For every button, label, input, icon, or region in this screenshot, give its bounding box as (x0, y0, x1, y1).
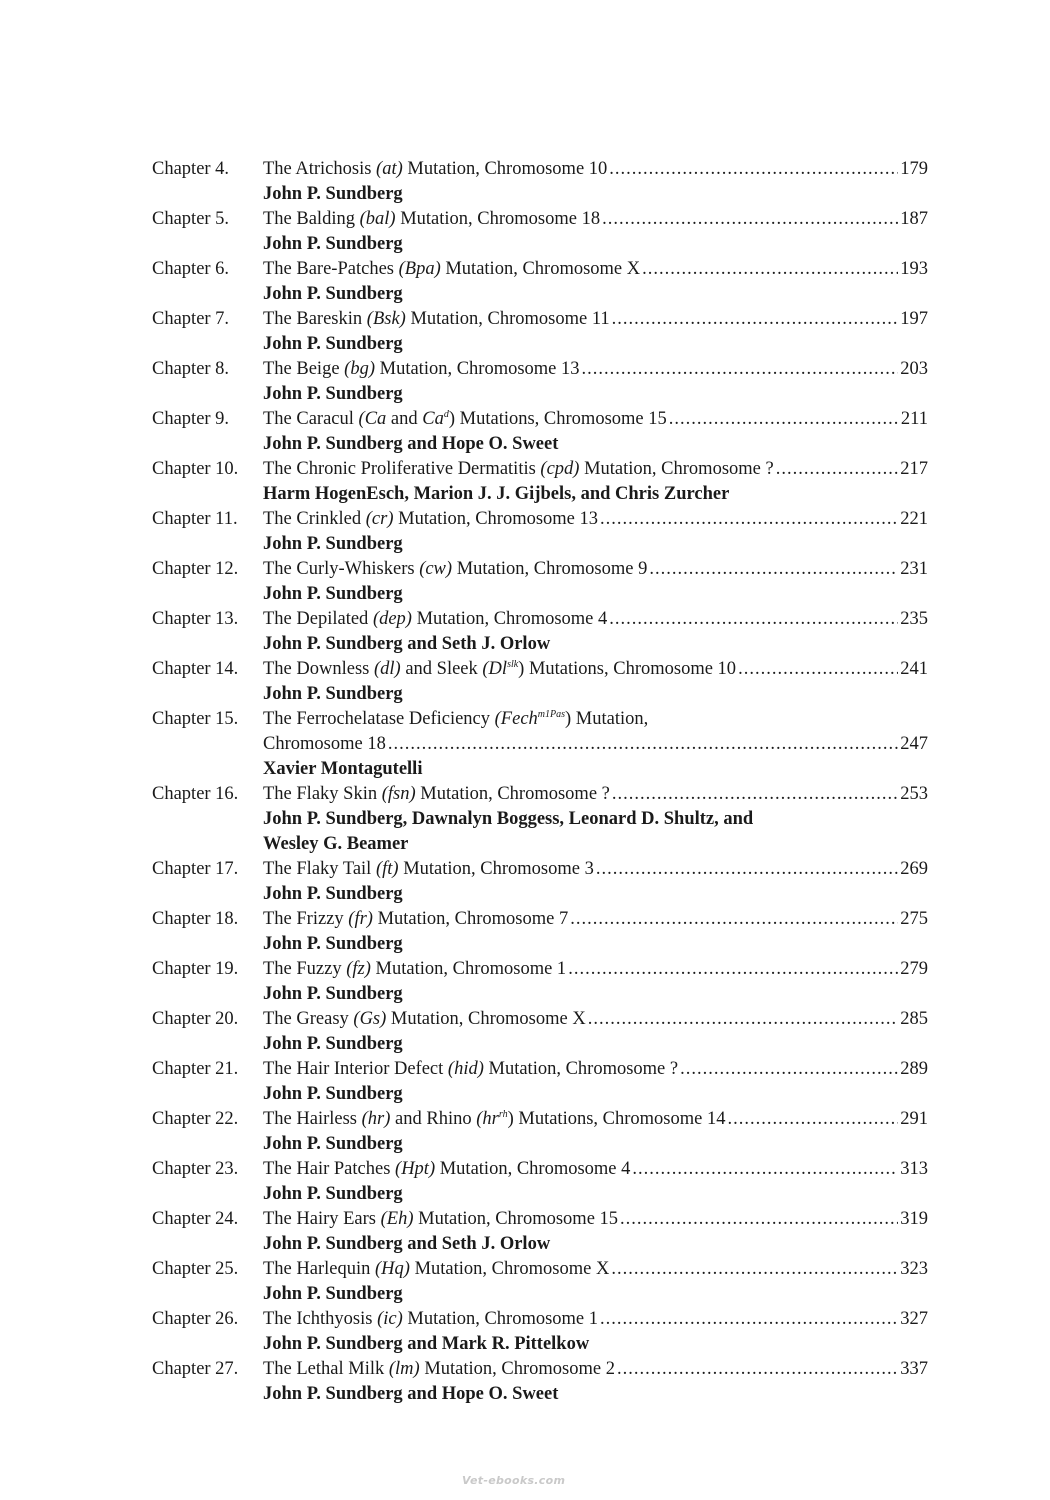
page-number: 247 (900, 734, 928, 754)
gene-symbol: (Hpt) (395, 1159, 436, 1179)
watermark: Vet-ebooks.com (462, 1474, 566, 1487)
page-number: 323 (900, 1259, 928, 1279)
chapter-title (263, 957, 566, 982)
title-middle: Mutation, Chromosome ? (415, 784, 610, 804)
title-prefix: The Chronic Proliferative Dermatitis (263, 459, 541, 479)
dot-leader (620, 1207, 898, 1232)
title-middle: Mutation, Chromosome 13 (393, 509, 599, 529)
toc-entry-line (152, 707, 928, 732)
title-suffix: ) Mutations, Chromosome 15 (448, 409, 667, 429)
title-prefix: The Hairy Ears (263, 1209, 381, 1229)
toc-entry[interactable] (152, 207, 928, 257)
title-middle: Mutation, Chromosome 2 (419, 1359, 615, 1379)
page-number: 279 (900, 959, 928, 979)
title-middle: Mutation, Chromosome 11 (405, 309, 610, 329)
chapter-number: Chapter 24. (152, 1209, 239, 1229)
chapter-authors: John P. Sundberg and Seth J. Orlow (263, 634, 551, 654)
gene-symbol: (cr) (365, 509, 394, 529)
chapter-number: Chapter 18. (152, 909, 239, 929)
title-prefix: The Frizzy (263, 909, 349, 929)
chapter-authors: John P. Sundberg (263, 684, 403, 704)
dot-leader (617, 1357, 898, 1382)
chapter-number: Chapter 4. (152, 159, 230, 179)
title-middle: Mutation, Chromosome 18 (395, 209, 601, 229)
toc-entry-line (152, 157, 928, 182)
allele-superscript: d (443, 409, 449, 420)
page-number: 211 (900, 409, 928, 429)
gene-symbol: (cw) (419, 559, 453, 579)
toc-entry[interactable] (152, 307, 928, 357)
chapter-authors: John P. Sundberg and Hope O. Sweet (263, 1384, 559, 1404)
title-middle: Mutation, Chromosome ? (579, 459, 774, 479)
chapter-title (263, 907, 568, 932)
page-number: 313 (900, 1159, 928, 1179)
gene-symbol: (hid) (447, 1059, 484, 1079)
gene-symbol: (at) (376, 159, 403, 179)
gene-symbol: (dl) (373, 659, 401, 679)
chapter-number: Chapter 13. (152, 609, 239, 629)
allele-superscript: m1Pas (537, 709, 566, 720)
dot-leader (570, 907, 898, 932)
toc-entry-line (152, 957, 928, 982)
title-middle: Mutation, Chromosome 13 (375, 359, 580, 379)
toc-entry[interactable] (152, 907, 928, 957)
dot-leader (600, 1307, 898, 1332)
page-number: 285 (900, 1009, 928, 1029)
title-middle: Mutation, Chromosome 10 (402, 159, 608, 179)
toc-entry[interactable] (152, 157, 928, 207)
gene-symbol: (Dl (482, 659, 508, 679)
page-number: 231 (900, 559, 928, 579)
toc-entry-line (152, 407, 928, 432)
title-prefix: The Ferrochelatase Deficiency (263, 709, 495, 729)
chapter-number: Chapter 25. (152, 1259, 239, 1279)
dot-leader (602, 207, 898, 232)
gene-symbol: (Ca (358, 409, 387, 429)
chapter-authors: John P. Sundberg (263, 1134, 403, 1154)
page-number: 221 (900, 509, 928, 529)
chapter-number: Chapter 17. (152, 859, 239, 879)
chapter-title (263, 457, 774, 482)
page-number: 327 (900, 1309, 928, 1329)
chapter-authors: John P. Sundberg (263, 234, 403, 254)
page-number: 187 (900, 209, 928, 229)
chapter-title (263, 1007, 586, 1032)
title-prefix: The Atrichosis (263, 159, 377, 179)
title-prefix: The Curly-Whiskers (263, 559, 420, 579)
chapter-authors: Harm HogenEsch, Marion J. J. Gijbels, and Chris Zurcher (263, 484, 730, 504)
chapter-title (263, 707, 648, 732)
gene-symbol: (Gs) (353, 1009, 387, 1029)
page-number: 253 (900, 784, 928, 804)
toc-entry-line (152, 1107, 928, 1132)
toc-entry[interactable] (152, 1107, 928, 1157)
dot-leader (568, 957, 898, 982)
toc-entry-line (152, 557, 928, 582)
toc-entry[interactable] (152, 1057, 928, 1107)
toc-entry-line (152, 857, 928, 882)
chapter-number: Chapter 12. (152, 559, 239, 579)
title-suffix: ) Mutations, Chromosome 10 (518, 659, 737, 679)
title-middle: Mutation, Chromosome 15 (413, 1209, 619, 1229)
dot-leader (680, 1057, 898, 1082)
title-prefix: The Ichthyosis (263, 1309, 378, 1329)
gene-symbol: (fr) (348, 909, 373, 929)
gene-symbol: (Hq) (375, 1259, 410, 1279)
chapter-title (263, 557, 647, 582)
title-prefix: The Depilated (263, 609, 373, 629)
gene-symbol: (Fech (494, 709, 538, 729)
title-prefix: The Fuzzy (263, 959, 347, 979)
chapter-authors: Xavier Montagutelli (263, 759, 423, 779)
gene-symbol: (fz) (346, 959, 371, 979)
chapter-authors: John P. Sundberg (263, 984, 403, 1004)
page-number: 235 (900, 609, 928, 629)
chapter-title-continued: Chromosome 18 (263, 734, 386, 754)
chapter-title (263, 1357, 615, 1382)
title-prefix: The Crinkled (263, 509, 366, 529)
page-number: 275 (900, 909, 928, 929)
gene-symbol: (fsn) (381, 784, 416, 804)
chapter-number: Chapter 10. (152, 459, 239, 479)
toc-entry[interactable] (152, 782, 928, 857)
title-middle: Mutation, Chromosome X (386, 1009, 586, 1029)
dot-leader (738, 657, 898, 682)
toc-entry[interactable] (152, 1257, 928, 1307)
dot-leader (669, 407, 899, 432)
toc-entry[interactable] (152, 1207, 928, 1257)
chapter-title (263, 1057, 678, 1082)
chapter-title (263, 657, 736, 682)
gene-symbol: (bg) (344, 359, 375, 379)
chapter-title (263, 857, 594, 882)
title-prefix: The Flaky Tail (263, 859, 376, 879)
gene-symbol: Ca (422, 409, 444, 429)
title-suffix: ) Mutations, Chromosome 14 (507, 1109, 726, 1129)
chapter-number: Chapter 9. (152, 409, 230, 429)
page-number: 179 (900, 159, 928, 179)
title-prefix: The Downless (263, 659, 374, 679)
chapter-authors: John P. Sundberg (263, 934, 403, 954)
chapter-authors: John P. Sundberg (263, 1084, 403, 1104)
page-number: 291 (900, 1109, 928, 1129)
chapter-number: Chapter 6. (152, 259, 230, 279)
chapter-number: Chapter 15. (152, 709, 239, 729)
toc-entry[interactable] (152, 357, 928, 407)
dot-leader (727, 1107, 898, 1132)
toc-entry-line (152, 1057, 928, 1082)
toc-entry[interactable] (152, 1007, 928, 1057)
toc-entry[interactable] (152, 657, 928, 707)
title-middle: Mutation, Chromosome ? (483, 1059, 679, 1079)
toc-entry-line (152, 907, 928, 932)
dot-leader (776, 457, 899, 482)
gene-symbol: (cpd) (540, 459, 580, 479)
title-prefix: The Beige (263, 359, 345, 379)
chapter-title (263, 1107, 725, 1132)
title-middle: Mutation, Chromosome 9 (452, 559, 648, 579)
chapter-authors: John P. Sundberg and Mark R. Pittelkow (263, 1334, 590, 1354)
chapter-number: Chapter 5. (152, 209, 230, 229)
page-number: 197 (900, 309, 928, 329)
dot-leader (588, 1007, 899, 1032)
chapter-title (263, 1307, 598, 1332)
chapter-number: Chapter 19. (152, 959, 239, 979)
title-middle: Mutation, Chromosome 1 (402, 1309, 599, 1329)
toc-entry[interactable] (152, 857, 928, 907)
title-prefix: The Hair Patches (263, 1159, 396, 1179)
chapter-authors: John P. Sundberg (263, 1184, 403, 1204)
chapter-title (263, 782, 610, 807)
title-middle: Mutation, Chromosome 4 (435, 1159, 631, 1179)
dot-leader (632, 1157, 898, 1182)
page-number: 289 (900, 1059, 928, 1079)
gene-symbol: (lm) (388, 1359, 420, 1379)
toc-entry-line (152, 1357, 928, 1382)
title-middle: and (386, 409, 423, 429)
gene-symbol: (Eh) (380, 1209, 414, 1229)
chapter-authors: John P. Sundberg (263, 884, 403, 904)
toc-entry-line (152, 782, 928, 807)
toc-entry-line (152, 1157, 928, 1182)
chapter-title (263, 257, 640, 282)
toc-entry-continuation (152, 732, 928, 757)
gene-symbol: (bal) (359, 209, 396, 229)
toc-entry[interactable] (152, 1307, 928, 1357)
chapter-title (263, 307, 610, 332)
toc-entry-line (152, 1007, 928, 1032)
chapter-authors: John P. Sundberg and Seth J. Orlow (263, 1234, 551, 1254)
toc-entry[interactable] (152, 1157, 928, 1207)
toc-entry-line (152, 307, 928, 332)
toc-entry-line (152, 457, 928, 482)
toc-entry[interactable] (152, 457, 928, 507)
toc-entry-line (152, 1257, 928, 1282)
toc-entry[interactable] (152, 407, 928, 457)
table-of-contents (152, 157, 928, 1407)
title-prefix: The Hairless (263, 1109, 362, 1129)
title-prefix: The Bare-Patches (263, 259, 399, 279)
chapter-number: Chapter 7. (152, 309, 230, 329)
gene-symbol: (ic) (377, 1309, 403, 1329)
toc-entry-line (152, 507, 928, 532)
toc-entry[interactable] (152, 557, 928, 607)
toc-entry-line (152, 1207, 928, 1232)
title-middle: and Sleek (400, 659, 483, 679)
chapter-title (263, 407, 667, 432)
dot-leader (611, 1257, 898, 1282)
title-prefix: The Bareskin (263, 309, 367, 329)
title-prefix: The Flaky Skin (263, 784, 382, 804)
chapter-number: Chapter 20. (152, 1009, 239, 1029)
chapter-title (263, 607, 607, 632)
toc-entry[interactable] (152, 707, 928, 782)
chapter-number: Chapter 8. (152, 359, 230, 379)
title-middle: Mutation, Chromosome 1 (370, 959, 567, 979)
dot-leader (642, 257, 898, 282)
chapter-number: Chapter 21. (152, 1059, 239, 1079)
gene-symbol: (hr) (361, 1109, 391, 1129)
dot-leader (612, 307, 899, 332)
chapter-title (263, 207, 600, 232)
page-number: 269 (900, 859, 928, 879)
dot-leader (600, 507, 898, 532)
chapter-authors: John P. Sundberg (263, 584, 403, 604)
dot-leader (612, 782, 898, 807)
page-number: 203 (900, 359, 928, 379)
chapter-number: Chapter 26. (152, 1309, 239, 1329)
page-number: 319 (900, 1209, 928, 1229)
toc-entry-line (152, 657, 928, 682)
title-middle: Mutation, Chromosome X (440, 259, 641, 279)
dot-leader (582, 357, 899, 382)
chapter-title (263, 157, 607, 182)
chapter-title (263, 1207, 618, 1232)
allele-superscript: slk (507, 659, 519, 670)
allele-superscript: rh (498, 1109, 508, 1120)
page-number: 193 (900, 259, 928, 279)
chapter-authors: John P. Sundberg and Hope O. Sweet (263, 434, 559, 454)
toc-entry[interactable] (152, 1357, 928, 1407)
chapter-number: Chapter 11. (152, 509, 238, 529)
chapter-title (263, 1257, 609, 1282)
toc-entry[interactable] (152, 507, 928, 557)
title-prefix: The Balding (263, 209, 360, 229)
toc-entry[interactable] (152, 957, 928, 1007)
chapter-authors: John P. Sundberg (263, 384, 403, 404)
gene-symbol: (Bpa) (398, 259, 441, 279)
gene-symbol: (hr (476, 1109, 499, 1129)
title-prefix: The Lethal Milk (263, 1359, 389, 1379)
chapter-number: Chapter 23. (152, 1159, 239, 1179)
page-number: 241 (900, 659, 928, 679)
dot-leader (649, 557, 898, 582)
gene-symbol: (dep) (372, 609, 412, 629)
dot-leader (596, 857, 898, 882)
chapter-title (263, 507, 598, 532)
chapter-authors: John P. Sundberg (263, 184, 403, 204)
page-number: 337 (900, 1359, 928, 1379)
title-prefix: The Greasy (263, 1009, 354, 1029)
gene-symbol: (Bsk) (366, 309, 406, 329)
chapter-authors: John P. Sundberg (263, 334, 403, 354)
title-prefix: The Hair Interior Defect (263, 1059, 448, 1079)
dot-leader (388, 732, 898, 757)
chapter-number: Chapter 27. (152, 1359, 239, 1379)
title-middle: and Rhino (390, 1109, 477, 1129)
chapter-title (263, 357, 580, 382)
chapter-number: Chapter 14. (152, 659, 239, 679)
toc-entry-line (152, 257, 928, 282)
chapter-number: Chapter 16. (152, 784, 239, 804)
chapter-authors: Wesley G. Beamer (263, 834, 409, 854)
toc-entry-line (152, 207, 928, 232)
title-middle: Mutation, Chromosome X (409, 1259, 610, 1279)
toc-entry-line (152, 607, 928, 632)
chapter-authors: John P. Sundberg (263, 1284, 403, 1304)
toc-entry-line (152, 1307, 928, 1332)
gene-symbol: (ft) (375, 859, 399, 879)
toc-entry-line (152, 357, 928, 382)
title-middle: Mutation, Chromosome 3 (398, 859, 594, 879)
title-middle: Mutation, Chromosome 4 (411, 609, 608, 629)
dot-leader (609, 607, 898, 632)
toc-entry[interactable] (152, 257, 928, 307)
title-prefix: The Caracul (263, 409, 359, 429)
title-prefix: The Harlequin (263, 1259, 375, 1279)
title-middle: ) Mutation, (565, 709, 649, 729)
chapter-authors: John P. Sundberg (263, 1034, 403, 1054)
title-middle: Mutation, Chromosome 7 (372, 909, 569, 929)
chapter-title (263, 1157, 630, 1182)
chapter-authors: John P. Sundberg (263, 284, 403, 304)
toc-entry[interactable] (152, 607, 928, 657)
page-number: 217 (900, 459, 928, 479)
chapter-authors: John P. Sundberg, Dawnalyn Boggess, Leonard D. Shultz, and (263, 809, 754, 829)
chapter-authors: John P. Sundberg (263, 534, 403, 554)
dot-leader (609, 157, 898, 182)
chapter-number: Chapter 22. (152, 1109, 239, 1129)
